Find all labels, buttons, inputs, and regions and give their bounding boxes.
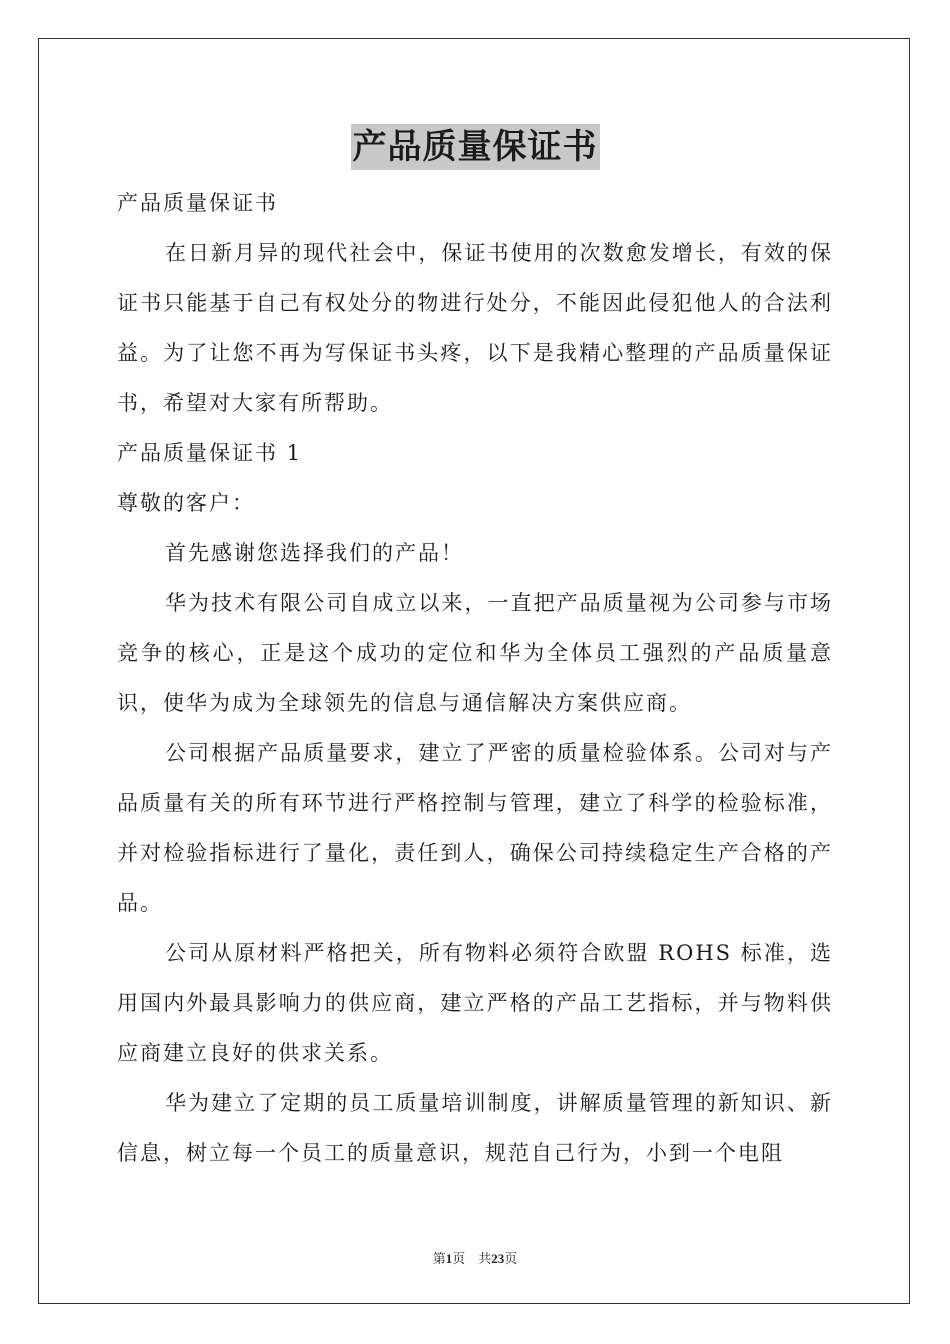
page-footer xyxy=(0,1248,950,1267)
page-total: 23 xyxy=(491,1251,505,1266)
paragraph: 公司根据产品质量要求，建立了严密的质量检验体系。公司对与产品质量有关的所有环节进行严格控制与管理，建立了科学的检验标准，并对检验指标进行了量化，责任到人，确保公司持续稳定生产合格的产品。 xyxy=(117,741,833,915)
document-title: 产品质量保证书 xyxy=(351,124,600,170)
document-body xyxy=(117,178,833,1178)
paragraph: 产品质量保证书 xyxy=(117,191,278,215)
paragraph: 公司从原材料严格把关，所有物料必须符合欧盟 ROHS 标准，选用国内外最具影响力的供应商，建立严格的产品工艺指标，并与物料供应商建立良好的供求关系。 xyxy=(117,941,833,1065)
page-mid: 页 共 xyxy=(452,1251,492,1266)
paragraph: 华为建立了定期的员工质量培训制度，讲解质量管理的新知识、新信息，树立每一个员工的质量意识，规范自己行为，小到一个电阻 xyxy=(117,1091,833,1165)
title-container xyxy=(0,124,950,170)
page-suffix: 页 xyxy=(504,1251,518,1266)
page-prefix: 第 xyxy=(432,1251,446,1266)
paragraph: 产品质量保证书 1 xyxy=(117,441,303,465)
paragraph: 华为技术有限公司自成立以来，一直把产品质量视为公司参与市场竞争的核心，正是这个成功的定位和华为全体员工强烈的产品质量意识，使华为成为全球领先的信息与通信解决方案供应商。 xyxy=(117,591,833,715)
paragraph: 在日新月异的现代社会中，保证书使用的次数愈发增长，有效的保证书只能基于自己有权处分的物进行处分，不能因此侵犯他人的合法利益。为了让您不再为写保证书头疼，以下是我精心整理的产品质量保证书，希望对大家有所帮助。 xyxy=(117,241,833,415)
paragraph: 首先感谢您选择我们的产品！ xyxy=(165,541,464,565)
page-current: 1 xyxy=(445,1251,453,1266)
paragraph: 尊敬的客户： xyxy=(117,491,255,515)
